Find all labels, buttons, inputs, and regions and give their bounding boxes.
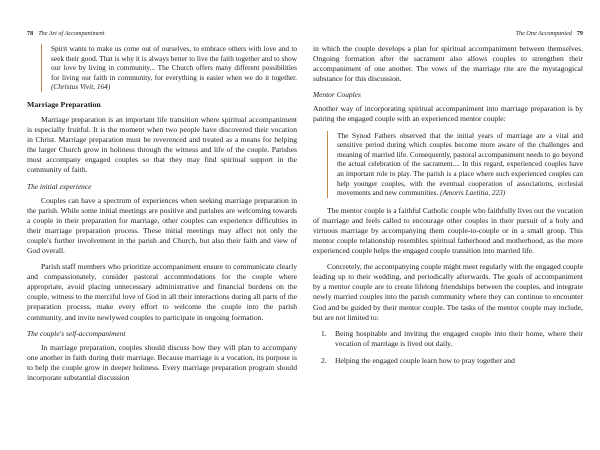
left-paragraph-3: Parish staff members who prioritize accompaniment ensure to communicate clearly and compassionately, consider pastoral accommodations for the couple where appropriate, avoid placing unnecessary administrative and financial burdens on the couple, witness to the merciful love of God in all their interactions during all parts of the preparation process, make every effort to welcome the couple into the parish community, and invite newlywed couples to participate in ongoing formation. [27, 262, 297, 322]
left-paragraph-2: Couples can have a spectrum of experiences when seeking marriage preparation in the parish. While some initial meetings are positive and parishes are welcoming towards a couple in their preparation for marriage, other couples can experience difficulties in their marriage preparation process. These initial meetings may affect not only the couple's further involvement in the parish and Church, but also their faith and view of God overall. [27, 195, 297, 255]
list-item [313, 356, 583, 366]
left-paragraph-4: In marriage preparation, couples should discuss how they will plan to accompany one another in faith during their marriage. Because marriage is a vocation, its purpose is to help the couple grow in deeper holiness. Every marriage preparation program should incorporate substantial discussion [27, 342, 297, 382]
left-running-head [27, 30, 297, 40]
right-page [313, 0, 583, 450]
right-paragraph-3: The mentor couple is a faithful Catholic couple who faithfully lives out the vocation of marriage and feels called to encourage other couples in their pursuit of a holy and virtuous marriage by accompanying them couple-to-couple or in a small group. This mentor couple relationship resembles spiritual fatherhood and motherhood, as the more experienced couple helps the engaged couple transition into married life. [313, 205, 583, 256]
right-paragraph-4: Concretely, the accompanying couple might meet regularly with the engaged couple leading up to their wedding, and periodically afterwards. The goals of accompaniment by a mentor couple are to create lifelong friendships between the couples, and integrate newly married couples into the parish community where they can continue to encounter God and be guided by their mentor couple. The tasks of the mentor couple may include, but are not limited to: [313, 262, 583, 322]
section-heading: Marriage Preparation [27, 99, 101, 109]
left-block-quote [41, 44, 297, 92]
subheading-initial-experience: The initial experience [27, 181, 92, 191]
left-paragraph-1: Marriage preparation is an important life transition where spiritual accompaniment is especially fruitful. It is the moment when two people have discovered their vocation in Christ. Marriage preparation must be reverenced and treated as a means for helping the larger Church grow in holiness through the witness and life of the couple. Parishes must accompany engaged couples so that they may find spiritual support in the community of faith. [27, 114, 297, 175]
left-quote-text: Spirit wants to make us come out of ourselves, to embrace others with love and to seek their good. That is why it is always better to live the faith together and to show our love by living in community... The Church offers many different possibilities for living our faith in community, for everything is easier when we do it together. (Christus Vivit, 164) [51, 44, 297, 92]
list-item-number: 1. [321, 328, 327, 338]
right-block-quote [327, 131, 583, 198]
right-running-head [313, 30, 583, 40]
list-item-text: Being hospitable and inviting the engaged couple into their home, where their vocation of marriage is lived out daily. [335, 328, 583, 348]
right-page-number: 79 [576, 30, 583, 37]
list-item-number: 2. [321, 355, 327, 365]
left-quote-citation: (Christus Vivit, 164) [51, 82, 111, 92]
subheading-self-accompaniment: The couple's self-accompaniment [27, 328, 126, 338]
right-quote-text: The Synod Fathers observed that the initial years of marriage are a vital and sensitive period during which couples become more aware of the challenges and meaning of married life. Consequently, pastoral accompaniment needs to go beyond the actual celebration of the sacrament.... In this regard, experienced couples have an important role to play. The parish is a place where such experienced couples can help younger couples, with the eventual cooperation of associations, ecclesial movements and new communities. (Amoris Laetitia, 223) [337, 130, 583, 198]
right-page-content [313, 44, 583, 373]
list-item-text: Helping the engaged couple learn how to pray together and [335, 355, 515, 365]
subheading-mentor-couples: Mentor Couples [313, 90, 361, 100]
left-page [27, 0, 297, 450]
right-paragraph-1: in which the couple develops a plan for spiritual accompaniment between themselves. Ongoing formation after the sacrament also allows couples to strengthen their accompaniment of one another. The vows of the marriage rite are the mystagogical substance for this discussion. [313, 44, 583, 84]
right-paragraph-2: Another way of incorporating spiritual accompaniment into marriage preparation is by pairing the engaged couple with an experienced mentor couple: [313, 104, 583, 124]
right-quote-citation: (Amoris Laetitia, 223) [440, 188, 506, 198]
left-page-number: 78 [27, 30, 34, 37]
list-item [313, 329, 583, 349]
left-page-content [27, 44, 297, 389]
mentor-tasks-list [313, 329, 583, 366]
left-running-title: The Art of Accompaniment [38, 30, 105, 37]
right-running-title: The One Accompanied [515, 30, 572, 37]
